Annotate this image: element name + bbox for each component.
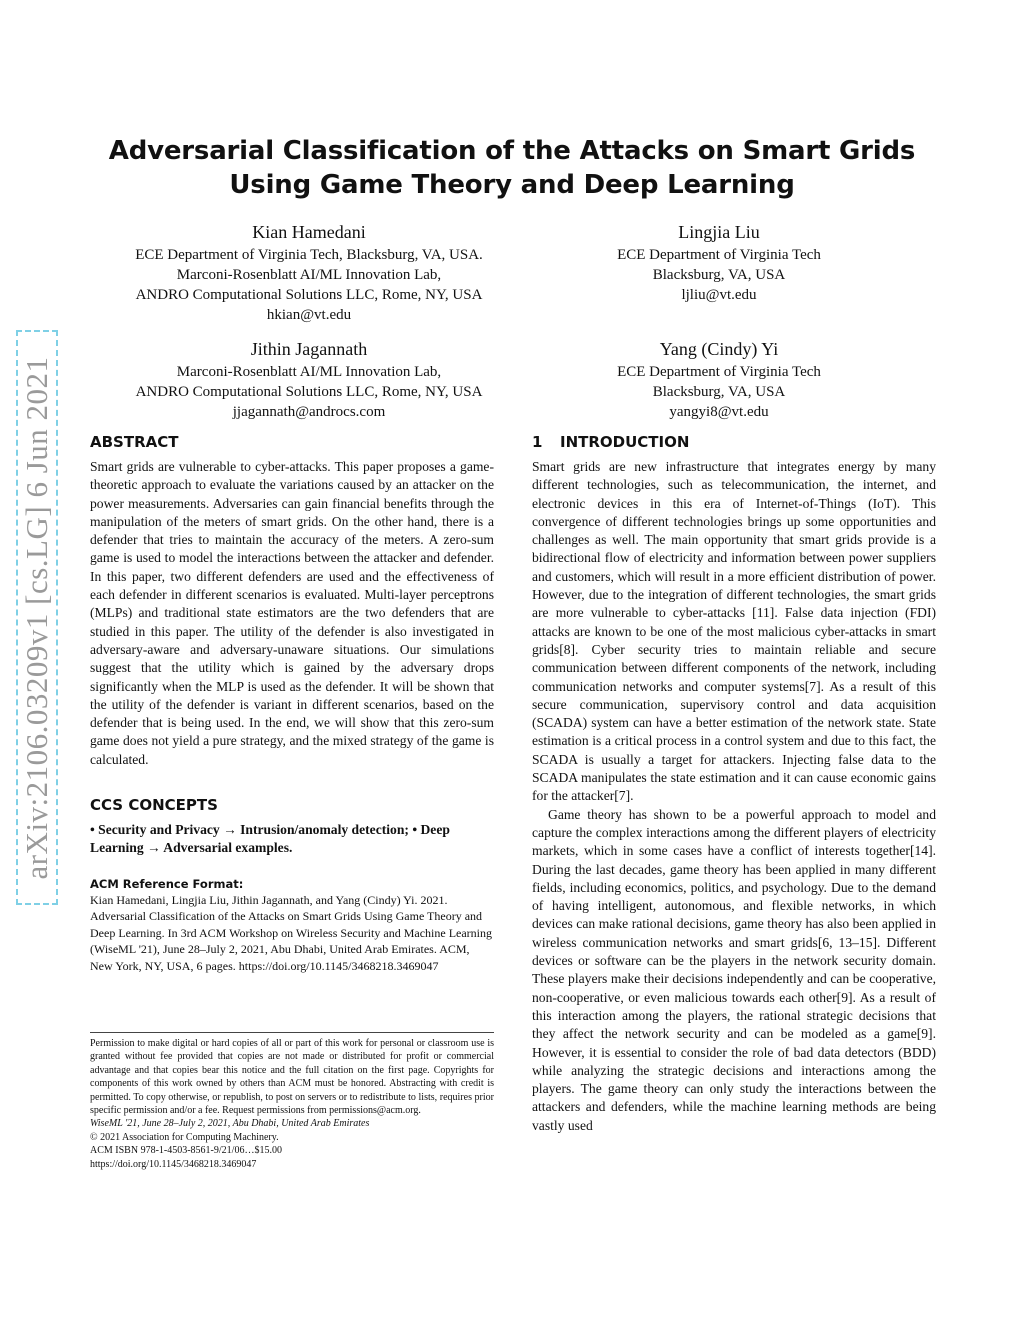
author-email: ljliu@vt.edu [681, 287, 757, 303]
author-affiliation: ECE Department of Virginia Tech, Blacksburg, VA, USA. [135, 247, 483, 263]
acm-reference-doi-link[interactable]: https://doi.org/10.1145/3468218.3469047 [238, 959, 439, 974]
acm-reference-citation: Kian Hamedani, Lingjia Liu, Jithin Jagannath, and Yang (Cindy) Yi. 2021. Adversarial Classification of the Attacks on Smart Grids Using Game Theory and Deep Learning. In 3rd ACM Workshop on Wireless Security and Machine Learning (WiseML '21), June 28–July 2, 2021, Abu Dhabi, United Arab Emirates. ACM, New York, NY, USA, 6 pages. [90, 892, 493, 974]
author-name: Lingjia Liu [678, 222, 760, 242]
arxiv-stamp [16, 330, 58, 905]
copyright-footnote [90, 1032, 494, 1171]
author-block-1 [96, 220, 522, 325]
ccs-concepts: • Security and Privacy → Intrusion/anomaly detection; • Deep Learning → Adversarial examples. [90, 822, 450, 856]
intro-paragraph-2: Game theory has shown to be a powerful approach to model and capture the complex interactions among the different players of electricity markets, which in some cases have a conflict of interests together[14]. During the last decades, game theory has been applied in many different fields, including economics, politics, and psychology. Due to the demand of having intelligent, autonomous, and flexible networks, in which devices can make rational decisions, game theory has also been applied in wireless communication networks and smart grids[6, 13–15]. Different devices or software can be the players in the network security domain. These players make their decisions independently and can be cooperative, non-cooperative, or even malicious towards each other[9]. As a result of this interaction among the players, the rational strategic decisions that they affect the network security and can be modeled as a game[9]. However, it is essential to consider the role of bad data detectors (BDD) while analyzing the strategic decisions and interactions among the players. The game theory can only study the interactions between the attackers and defenders, while the machine learning methods are being vastly used [532, 806, 936, 1133]
author-affiliation: Blacksburg, VA, USA [652, 267, 786, 283]
arxiv-id: arXiv:2106.03209v1 [cs.LG] 6 Jun 2021 [19, 355, 54, 880]
section-number: 1 [532, 433, 543, 451]
right-column [532, 432, 936, 1135]
section-title: INTRODUCTION [560, 433, 690, 451]
author-block-4 [532, 337, 906, 422]
acm-reference-heading: ACM Reference Format: [90, 876, 244, 891]
author-affiliation: Blacksburg, VA, USA [652, 384, 786, 400]
author-name: Yang (Cindy) Yi [659, 339, 779, 359]
introduction-heading [532, 432, 936, 452]
isbn-line: ACM ISBN 978-1-4503-8561-9/21/06…$15.00 [90, 1145, 282, 1157]
author-affiliation: ECE Department of Virginia Tech [617, 364, 821, 380]
venue-line: WiseML '21, June 28–July 2, 2021, Abu Dhabi, United Arab Emirates [90, 1118, 370, 1130]
doi-link[interactable]: https://doi.org/10.1145/3468218.3469047 [90, 1158, 257, 1170]
author-name: Kian Hamedani [252, 222, 366, 242]
copyright-line: © 2021 Association for Computing Machinery. [90, 1131, 279, 1143]
author-affiliation: ECE Department of Virginia Tech [617, 247, 821, 263]
author-affiliation: Marconi-Rosenblatt AI/ML Innovation Lab, [176, 267, 442, 283]
author-email: jjagannath@androcs.com [232, 404, 386, 420]
author-name: Jithin Jagannath [250, 339, 368, 359]
abstract-text: Smart grids are vulnerable to cyber-attacks. This paper proposes a game-theoretic approach to evaluate the variations caused by an attacker on the power measurements. Adversaries can gain financial benefits through the manipulation of the meters of smart grids. On the other hand, there is a defender that tries to maintain the accuracy of the meters. A zero-sum game is used to model the interactions between the attacker and defender. In this paper, two different defenders are used and the effectiveness of each defender in different scenarios is evaluated. Multi-layer perceptrons (MLPs) and traditional state estimators are the two defenders that are studied in this paper. The utility of the defender is also investigated in adversary-aware and adversary-unaware situations. Our simulations suggest that the utility which is gained by the adversary drops significantly when the MLP is used as the defender. It will be shown that the utility of the defender is variant in different scenarios, based on the defender that is being used. In the end, we will show that this zero-sum game does not yield a pure strategy, and the mixed strategy of the game is calculated. [90, 459, 494, 767]
author-affiliation: Marconi-Rosenblatt AI/ML Innovation Lab, [176, 364, 442, 380]
author-affiliation: ANDRO Computational Solutions LLC, Rome, NY, USA [135, 287, 483, 303]
abstract-heading: ABSTRACT [90, 433, 179, 451]
left-column [90, 432, 494, 975]
intro-paragraph-1: Smart grids are new infrastructure that integrates energy by many different technologies, such as telecommunication, the internet, and electronic devices in this era of Internet-of-Things (IoT). This convergence of different technologies brings up some opportunities and challenges as well. The main opportunity that smart grids provide is a bidirectional flow of electricity and information between power suppliers and customers, which will result in a more efficient distribution of power. However, due to the integration of different technologies, the smart grids are more vulnerable to cyber-attacks [11]. False data injection (FDI) attacks are known to be one of the most malicious cyber-attacks in smart grids[8]. Cyber security tries to maintain reliable and secure communication between different components of the network, including communication networks and computer systems[7]. As a result of this secure communication, supervisory control and data acquisition (SCADA) system can have a better estimation of the network state. State estimation is a critical process in a control system and due to this fact, the SCADA is usually a target for attackers. Injecting false data to the SCADA manipulates the state estimation and it can cause economic gains for the attacker[7]. [532, 459, 936, 804]
paper-title: Adversarial Classification of the Attacks on Smart Grids Using Game Theory and Deep Learning [108, 136, 916, 200]
author-block-3 [96, 337, 522, 422]
acm-reference-text [90, 892, 494, 975]
author-email: yangyi8@vt.edu [669, 404, 769, 420]
author-block-2 [532, 220, 906, 305]
author-affiliation: ANDRO Computational Solutions LLC, Rome, NY, USA [135, 384, 483, 400]
author-email: hkian@vt.edu [266, 307, 352, 323]
ccs-heading: CCS CONCEPTS [90, 796, 218, 815]
permission-notice: Permission to make digital or hard copies of all or part of this work for personal or classroom use is granted without fee provided that copies are not made or distributed for profit or commercial advantage and that copies bear this notice and the full citation on the first page. Copyrights for components of this work owned by others than ACM must be honored. Abstracting with credit is permitted. To copy otherwise, or republish, to post on servers or to redistribute to lists, requires prior specific permission and/or a fee. Request permissions from permissions@acm.org. [90, 1038, 494, 1117]
